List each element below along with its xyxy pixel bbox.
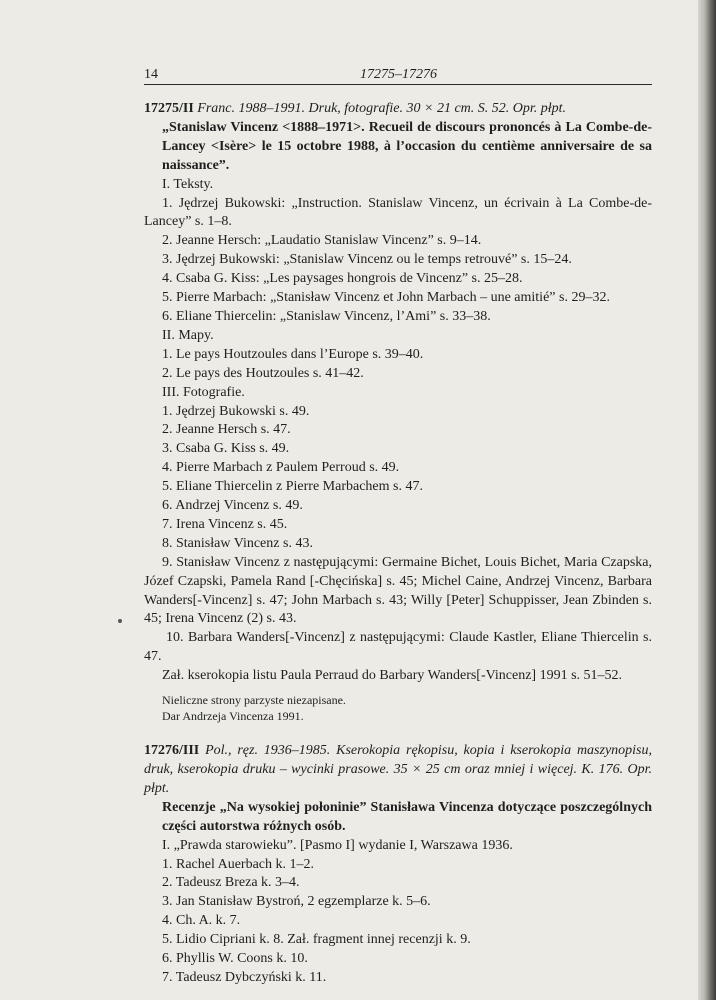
- list-item: 4. Ch. A. k. 7.: [162, 913, 241, 929]
- section-heading: I. Teksty.: [162, 176, 214, 192]
- attachment-note: Zał. kserokopia listu Paula Perraud do Barbary Wanders[-Vincenz] 1991 s. 51–52.: [162, 668, 623, 684]
- list-item: 1. Le pays Houtzoules dans l’Europe s. 39–40.: [162, 346, 424, 362]
- list-item: 4. Csaba G. Kiss: „Les paysages hongrois de Vincenz” s. 25–28.: [162, 271, 523, 287]
- list-item: 2. Tadeusz Breza k. 3–4.: [162, 875, 300, 891]
- section-heading: II. Mapy.: [162, 327, 214, 343]
- list-item: 5. Pierre Marbach: „Stanisław Vincenz et John Marbach – une amitié” s. 29–32.: [162, 290, 610, 306]
- list-item: 6. Andrzej Vincenz s. 49.: [162, 498, 303, 514]
- list-item: 8. Stanisław Vincenz s. 43.: [162, 535, 313, 551]
- list-item: 5. Lidio Cipriani k. 8. Zał. fragment innej recenzji k. 9.: [162, 932, 471, 948]
- list-item: 6. Eliane Thiercelin: „Stanislaw Vincenz, l’Ami” s. 33–38.: [162, 308, 491, 324]
- list-item: 3. Csaba G. Kiss s. 49.: [162, 441, 290, 457]
- page-number: 14: [144, 67, 158, 82]
- list-item: 5. Eliane Thiercelin z Pierre Marbachem s. 47.: [162, 479, 423, 495]
- entry-number: 17275/II: [144, 101, 194, 116]
- margin-mark: [118, 619, 122, 623]
- catalog-entry-17275: [144, 100, 652, 724]
- list-item: 2. Le pays des Houtzoules s. 41–42.: [162, 365, 364, 381]
- physical-note: Nieliczne strony parzyste niezapisane.: [162, 693, 346, 708]
- list-item: 9. Stanisław Vincenz z następującymi: Germaine Bichet, Louis Bichet, Maria Czapska, Józef Czapski, Pamela Rand [-Chęcińska] s. 45; Michel Caine, Andrzej Vincenz, Barbara Wanders[-Vincenz] s. 47; John Marbach s. 43; Willy [Peter] Schuppisser, Jean Zbinden s. 45; Irena Vincenz (2) s. 43.: [144, 554, 652, 627]
- entry-description: Pol., ręz. 1936–1985. Kserokopia rękopisu, kopia i kserokopia maszynopisu, druk, kserokopia druku – wycinki prasowe. 35 × 25 cm oraz mniej i więcej. K. 176. Opr. płpt.: [144, 743, 653, 796]
- page-content: [144, 66, 652, 988]
- entry-meta: [144, 742, 652, 799]
- provenance-note: Dar Andrzeja Vincenza 1991.: [162, 709, 304, 724]
- entry-number: 17276/III: [144, 743, 200, 759]
- section-heading: I. „Prawda starowieku”. [Pasmo I] wydanie I, Warszawa 1936.: [162, 837, 513, 853]
- catalog-entry-17276: [144, 742, 652, 988]
- section-heading: III. Fotografie.: [162, 384, 245, 400]
- list-item: 3. Jędrzej Bukowski: „Stanislaw Vincenz ou le temps retrouvé” s. 15–24.: [162, 252, 572, 268]
- list-item: 4. Pierre Marbach z Paulem Perroud s. 49.: [162, 460, 400, 476]
- list-item: 1. Jędrzej Bukowski: „Instruction. Stanislaw Vincenz, un écrivain à La Combe-de-Lancey” s. 1–8.: [144, 195, 652, 230]
- header-rule: [144, 84, 652, 85]
- running-head: 17275–17276: [360, 67, 437, 82]
- scan-edge: [698, 0, 716, 1000]
- list-item: 1. Jędrzej Bukowski s. 49.: [162, 403, 310, 419]
- list-item: 1. Rachel Auerbach k. 1–2.: [162, 856, 315, 872]
- list-item: 6. Phyllis W. Coons k. 10.: [162, 951, 308, 967]
- list-item: 7. Irena Vincenz s. 45.: [162, 516, 288, 532]
- entry-meta: [144, 100, 652, 119]
- entry-description: Franc. 1988–1991. Druk, fotografie. 30 × 21 cm. S. 52. Opr. płpt.: [197, 101, 567, 116]
- entry-title: Recenzje „Na wysokiej połoninie” Stanisława Vincenza dotyczące poszczególnych części autorstwa różnych osób.: [162, 799, 652, 834]
- list-item: 7. Tadeusz Dybczyński k. 11.: [162, 969, 327, 985]
- list-item: 10. Barbara Wanders[-Vincenz] z następującymi: Claude Kastler, Eliane Thiercelin s. 47.: [144, 630, 652, 665]
- entry-title: „Stanislaw Vincenz <1888–1971>. Recueil de discours prononcés à La Combe-de-Lancey <Isère> le 15 octobre 1988, à l’occasion du centième anniversaire de sa naissance”.: [162, 119, 652, 173]
- list-item: 2. Jeanne Hersch: „Laudatio Stanislaw Vincenz” s. 9–14.: [162, 233, 482, 249]
- list-item: 3. Jan Stanisław Bystroń, 2 egzemplarze k. 5–6.: [162, 894, 431, 910]
- page-header: [144, 66, 652, 83]
- list-item: 2. Jeanne Hersch s. 47.: [162, 422, 291, 438]
